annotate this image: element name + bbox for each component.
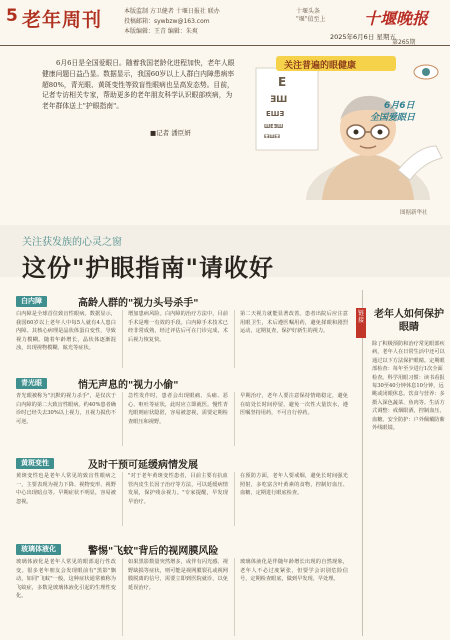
sidebar-title: 老年人如何保护眼睛 <box>374 309 444 333</box>
masthead-meta-1: 本版监制 方卫健者 十堰日报社 联办 <box>124 8 220 15</box>
article-column: 黄斑变性也是老年人常见的致盲性眼病之一，主要表现为视力下降、视物变形、视野中心出现暗点等。早期症状不明显，容易被忽视。 <box>16 473 116 505</box>
section-tag-macular: 黄斑变性 <box>16 458 54 469</box>
column-divider <box>122 472 123 526</box>
section-subtitle-cataract: 高龄人群的"视力头号杀手" <box>78 298 199 309</box>
article-column: 玻璃体液化是老年人常见的眼部退行性改变。很多老年朋友会发现眼前有"黑影"飘动，如同"飞蚊"一般，这种症状通常被称为飞蚊症，多数是玻璃体液化引起的生理性变化。 <box>16 559 116 600</box>
article-column: 白内障是全球首位致盲性眼病。数据显示，我国60岁以上老年人中每5人就有4人患白内障。其核心病理是晶状体蛋白变性，导致视力模糊。随着年龄增长，晶状体逐渐混浊，出现视物模糊、眩光等症状。 <box>16 311 116 352</box>
svg-text:EƎШEƎ: EƎШEƎ <box>264 134 280 139</box>
illustration-drawing <box>248 50 444 200</box>
column-divider <box>234 392 235 446</box>
intro-paragraph: 6月6日是全国爱眼日。随着我国老龄化进程加快，老年人眼健康问题日益凸显。数据显示，我国60岁以上人群白内障患病率超80%，青光眼、黄斑变性等致盲性眼病也呈高发态势。目前，记者专访相关专家，帮助更多的老年朋友科学认识眼部疾病，为老年群体送上"护眼指南"。 <box>42 59 235 111</box>
section-tag-cataract: 白内障 <box>16 296 47 307</box>
sidebar-tag: 链接 <box>356 308 366 338</box>
headline-kicker: 关注获发族的心灵之窗 <box>22 237 122 248</box>
date-tag: 6月6日 <box>384 101 415 111</box>
reporter-byline: ■记者 潘臣妍 <box>150 129 191 137</box>
article-column: 增加患病风险。白内障的治疗方法中，目前手术是唯一有效的手段。白内障手术技术已经非常成熟，经过评估后可在门诊完成，术后视力恢复快。 <box>128 311 228 343</box>
illustration-caption: 图据新华社 <box>400 210 428 216</box>
section-title: 老年周刊 <box>22 9 103 31</box>
section-subtitle-glaucoma: 悄无声息的"视力小偷" <box>78 380 179 391</box>
column-divider <box>122 558 123 636</box>
brand-logo: 十堰晚报 <box>364 9 429 28</box>
svg-text:EШƎ: EШƎ <box>266 110 285 118</box>
column-divider <box>122 392 123 446</box>
date-tag-sub: 全国爱眼日 <box>370 113 416 123</box>
article-column: 在预防方面，老年人要戒烟，避免长时间强光照射，多吃富含叶黄素的食物，控制好血压、血糖，定期进行眼底检查。 <box>240 473 348 497</box>
brand-slogan: 十堰头条 "堰"值至上 <box>296 8 326 23</box>
eye-care-illustration <box>248 50 444 200</box>
illustration-banner-text: 关注普遍的眼健康 <box>284 61 357 71</box>
svg-text:E: E <box>278 75 287 89</box>
section-subtitle-macular: 及时干预可延缓病情发展 <box>88 460 198 471</box>
column-divider <box>234 310 235 368</box>
article-column: 玻璃体液化是伴随年龄增长出现的自然现象，老年人不必过度紧张，但要学会识别危险信号，定期检查眼底，做到早发现、早处理。 <box>240 559 348 583</box>
publication-date: 2025年6月6日 星期五 <box>330 33 396 41</box>
headline: 这份"护眼指南"请收好 <box>22 254 275 282</box>
masthead-meta-3: 本版编辑：王青 编辑：朱爽 <box>124 28 198 35</box>
svg-text:ШEƎШ: ШEƎШ <box>264 124 284 130</box>
article-column: 如果黑影数量突然增多，或伴有闪光感、视野缺损等症状，则可能是视网膜裂孔或视网膜脱离的信号，需要立即到医院就诊，以免延误治疗。 <box>128 559 228 591</box>
eye-icon <box>414 65 438 79</box>
issue-number: 第265期 <box>392 39 416 46</box>
section-tag-vitreous: 玻璃体液化 <box>16 544 61 555</box>
article-column: "对于老年黄斑变性患者，目前主要有抗血管内皮生长因子治疗等方法，可以延缓病情发展，保护残余视力。"专家提醒，早发现早治疗。 <box>128 473 228 505</box>
masthead-meta-2: 投稿邮箱：sywbzw@163.com <box>124 18 210 25</box>
column-divider <box>234 558 235 636</box>
section-tag-glaucoma: 青光眼 <box>16 378 47 389</box>
column-divider <box>234 472 235 526</box>
article-column: 急性发作时，患者会出现眼痛、头痛、恶心、呕吐等症状，此时应立即就医。慢性青光眼则症状隐匿，容易被忽视，需要定期检查眼压和视野。 <box>128 393 228 425</box>
article-column: 第二天视力就能显著改善。患者出院后应注意用眼卫生，术后遵医嘱用药，避免揉眼和剧烈运动，定期复查，保护好新生的视力。 <box>240 311 348 335</box>
article-column: 早期治疗，老年人要注意保持情绪稳定，避免在暗处长时间停留，避免一次性大量饮水，遵医嘱坚持用药，不可自行停药。 <box>240 393 348 417</box>
page-number: 5 <box>6 6 18 26</box>
section-subtitle-vitreous: 警惕"飞蚊"背后的视网膜风险 <box>88 546 219 557</box>
svg-text:ƎШ: ƎШ <box>270 95 288 105</box>
article-column: 青光眼被称为"沉默的视力杀手"，是仅次于白内障的第二大致盲性眼病。约40%患者确诊时已经失去30%以上视力，且视力损伤不可逆。 <box>16 393 116 425</box>
column-divider <box>122 310 123 368</box>
sidebar-text: 除了积极预防和治疗常见眼部疾病，老年人在日常生活中还可以通过以下方法保护眼睛。定期眼部检查：每年至少进行1次全面检查。科学用眼习惯：读书看报每30至40分钟休息10分钟，远眺或闭眼休息。饮食与营养：多摄入深色蔬菜、鱼肉等。生活方式调整：戒烟限酒，控制血压、血糖。安全防护：户外佩戴防紫外线眼镜。 <box>372 341 445 432</box>
